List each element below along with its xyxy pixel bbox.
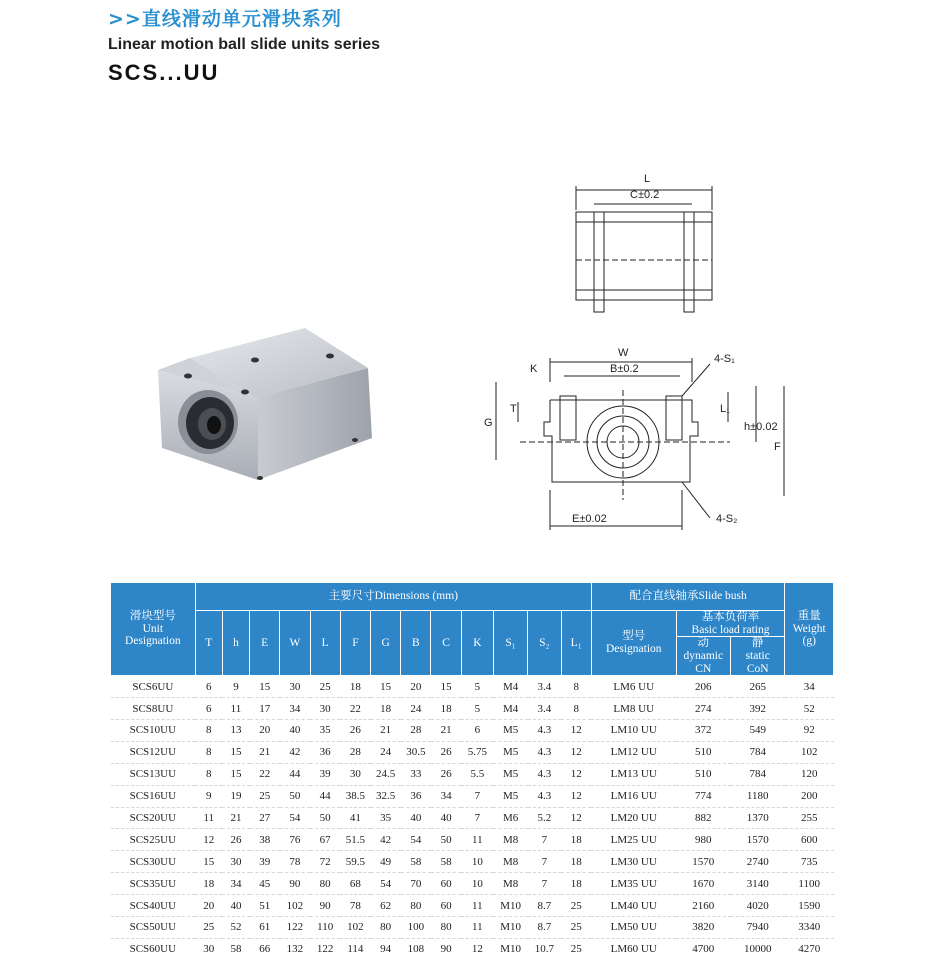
table-cell: 18 bbox=[371, 698, 401, 720]
product-photo bbox=[150, 320, 380, 490]
table-cell: 30 bbox=[203, 943, 215, 956]
table-cell: 58 bbox=[230, 943, 242, 956]
table-cell: 5 bbox=[461, 676, 493, 698]
table-cell: 372 bbox=[676, 719, 730, 741]
table-cell: 549 bbox=[731, 719, 785, 741]
header-L1: L₁ bbox=[561, 611, 591, 676]
table-cell: 54 bbox=[371, 873, 401, 895]
table-cell: 1370 bbox=[731, 807, 785, 829]
table-cell: 3340 bbox=[785, 917, 834, 939]
table-cell: 1590 bbox=[785, 895, 834, 917]
table-cell: 18 bbox=[431, 698, 461, 720]
dim-C: C±0.2 bbox=[630, 189, 660, 201]
table-cell: 7 bbox=[528, 851, 561, 873]
table-cell: 70 bbox=[401, 873, 431, 895]
table-cell: 62 bbox=[371, 895, 401, 917]
dim-W: W bbox=[618, 347, 629, 359]
table-cell: 34 bbox=[280, 698, 310, 720]
header-F: F bbox=[340, 611, 370, 676]
table-cell: 1100 bbox=[785, 873, 834, 895]
table-cell: 265 bbox=[731, 676, 785, 698]
table-cell: 122 bbox=[316, 943, 334, 956]
table-cell: 40 bbox=[401, 807, 431, 829]
table-cell: SCS30UU bbox=[111, 851, 196, 873]
table-row bbox=[111, 938, 834, 959]
table-cell: 100 bbox=[401, 917, 431, 939]
table-cell: 25 bbox=[250, 785, 280, 807]
table-cell: 8 bbox=[195, 719, 222, 741]
table-cell: 15 bbox=[250, 676, 280, 698]
table-cell: 1180 bbox=[731, 785, 785, 807]
technical-drawing bbox=[460, 160, 790, 540]
table-cell: 66 bbox=[259, 943, 271, 956]
table-cell: LM12 UU bbox=[591, 741, 676, 763]
table-cell: 510 bbox=[676, 763, 730, 785]
table-row bbox=[111, 873, 834, 895]
title-chinese: >>直线滑动单元滑块系列 bbox=[108, 8, 342, 30]
table-cell: 40 bbox=[280, 719, 310, 741]
dim-K: K bbox=[530, 363, 538, 375]
table-cell: LM13 UU bbox=[591, 763, 676, 785]
table-cell: 8 bbox=[561, 698, 591, 720]
table-cell: M5 bbox=[493, 719, 527, 741]
table-cell: 52 bbox=[222, 917, 249, 939]
table-cell: 15 bbox=[371, 676, 401, 698]
table-cell: 26 bbox=[431, 763, 461, 785]
table-cell: 4.3 bbox=[528, 763, 561, 785]
table-cell: 26 bbox=[340, 719, 370, 741]
table-cell: 24 bbox=[371, 741, 401, 763]
table-cell: 58 bbox=[401, 851, 431, 873]
table-cell: 8.7 bbox=[528, 917, 561, 939]
table-cell: 60 bbox=[431, 873, 461, 895]
table-cell: 7 bbox=[461, 807, 493, 829]
table-row bbox=[111, 763, 834, 785]
table-cell: 25 bbox=[310, 676, 340, 698]
header-C: C bbox=[431, 611, 461, 676]
table-cell: 35 bbox=[371, 807, 401, 829]
table-cell: 3.4 bbox=[528, 698, 561, 720]
table-cell: 19 bbox=[222, 785, 249, 807]
table-cell: 15 bbox=[431, 676, 461, 698]
header-E: E bbox=[250, 611, 280, 676]
table-cell: 132 bbox=[286, 943, 304, 956]
table-cell: 600 bbox=[785, 829, 834, 851]
table-cell: 12 bbox=[561, 763, 591, 785]
table-cell: 122 bbox=[280, 917, 310, 939]
table-cell: 18 bbox=[340, 676, 370, 698]
table-cell: 78 bbox=[280, 851, 310, 873]
table-cell: 44 bbox=[310, 785, 340, 807]
table-cell: 20 bbox=[195, 895, 222, 917]
table-cell: 11 bbox=[222, 698, 249, 720]
table-cell: 102 bbox=[280, 895, 310, 917]
header-S2: S₂ bbox=[528, 611, 561, 676]
table-cell: M4 bbox=[493, 676, 527, 698]
header-h: h bbox=[222, 611, 249, 676]
table-cell: 735 bbox=[785, 851, 834, 873]
table-cell: 41 bbox=[340, 807, 370, 829]
table-cell: 11 bbox=[461, 917, 493, 939]
table-cell: SCS25UU bbox=[111, 829, 196, 851]
table-cell: 274 bbox=[676, 698, 730, 720]
table-cell: 11 bbox=[461, 829, 493, 851]
table-cell: 21 bbox=[222, 807, 249, 829]
table-cell: 9 bbox=[222, 676, 249, 698]
table-cell: 24.5 bbox=[371, 763, 401, 785]
header-unit-designation: 滑块型号 Unit Designation bbox=[111, 583, 196, 676]
table-cell: 102 bbox=[785, 741, 834, 763]
table-cell: 4.3 bbox=[528, 741, 561, 763]
table-cell: SCS13UU bbox=[111, 763, 196, 785]
model-series: SCS...UU bbox=[108, 60, 220, 85]
table-cell: LM35 UU bbox=[591, 873, 676, 895]
table-cell: 392 bbox=[731, 698, 785, 720]
table-cell: 60 bbox=[431, 895, 461, 917]
table-cell: SCS16UU bbox=[111, 785, 196, 807]
table-cell: 882 bbox=[676, 807, 730, 829]
table-cell: 5.2 bbox=[528, 807, 561, 829]
table-cell: LM50 UU bbox=[591, 917, 676, 939]
table-row bbox=[111, 719, 834, 741]
table-cell: 10 bbox=[461, 873, 493, 895]
table-cell: 11 bbox=[195, 807, 222, 829]
table-cell: 17 bbox=[250, 698, 280, 720]
table-cell: 20 bbox=[250, 719, 280, 741]
table-cell: 4270 bbox=[798, 943, 821, 956]
table-cell: 774 bbox=[676, 785, 730, 807]
table-cell: 4.3 bbox=[528, 785, 561, 807]
table-cell: 80 bbox=[310, 873, 340, 895]
header-load-rating: 基本负荷率 Basic load rating bbox=[676, 611, 785, 637]
table-cell: 67 bbox=[310, 829, 340, 851]
table-cell: 3820 bbox=[676, 917, 730, 939]
table-cell: M6 bbox=[493, 807, 527, 829]
header-static: 静 static CoN bbox=[731, 637, 785, 676]
table-cell: 12 bbox=[561, 719, 591, 741]
header-dynamic: 动 dynamic CN bbox=[676, 637, 730, 676]
table-cell: 7 bbox=[528, 873, 561, 895]
table-cell: 102 bbox=[340, 917, 370, 939]
table-cell: 5.75 bbox=[461, 741, 493, 763]
table-row bbox=[111, 807, 834, 829]
table-cell: SCS12UU bbox=[111, 741, 196, 763]
table-cell: 12 bbox=[195, 829, 222, 851]
table-cell: 9 bbox=[195, 785, 222, 807]
table-cell: 18 bbox=[561, 873, 591, 895]
dim-F: F bbox=[774, 441, 781, 453]
table-cell: 5.5 bbox=[461, 763, 493, 785]
table-cell: LM30 UU bbox=[591, 851, 676, 873]
table-cell: 78 bbox=[340, 895, 370, 917]
table-cell: M5 bbox=[493, 741, 527, 763]
table-cell: 94 bbox=[380, 943, 392, 956]
table-cell: 15 bbox=[222, 741, 249, 763]
table-cell: 58 bbox=[431, 851, 461, 873]
table-row bbox=[111, 895, 834, 917]
dim-B: B±0.2 bbox=[610, 363, 639, 375]
table-cell: 30 bbox=[340, 763, 370, 785]
table-cell: SCS6UU bbox=[111, 676, 196, 698]
table-cell: LM20 UU bbox=[591, 807, 676, 829]
table-cell: 26 bbox=[431, 741, 461, 763]
header-G: G bbox=[371, 611, 401, 676]
table-cell: 21 bbox=[250, 741, 280, 763]
table-cell: 510 bbox=[676, 741, 730, 763]
table-cell: 4700 bbox=[692, 943, 715, 956]
table-cell: 90 bbox=[280, 873, 310, 895]
table-cell: 10.7 bbox=[534, 943, 554, 956]
dim-E: E±0.02 bbox=[572, 513, 607, 525]
table-cell: 13 bbox=[222, 719, 249, 741]
table-cell: 34 bbox=[785, 676, 834, 698]
table-cell: M10 bbox=[493, 917, 527, 939]
table-cell: SCS60UU bbox=[129, 943, 177, 956]
table-cell: 18 bbox=[561, 829, 591, 851]
table-cell: LM60 UU bbox=[610, 943, 657, 956]
table-cell: 51 bbox=[250, 895, 280, 917]
table-cell: SCS20UU bbox=[111, 807, 196, 829]
table-cell: SCS40UU bbox=[111, 895, 196, 917]
table-cell: 10000 bbox=[743, 943, 772, 956]
table-row bbox=[111, 676, 834, 698]
table-cell: M5 bbox=[493, 785, 527, 807]
header-B: B bbox=[401, 611, 431, 676]
table-cell: 12 bbox=[471, 943, 483, 956]
table-cell: 25 bbox=[561, 895, 591, 917]
header-slide-bush: 配合直线轴承Slide bush bbox=[591, 583, 785, 611]
table-cell: 33 bbox=[401, 763, 431, 785]
table-cell: 8.7 bbox=[528, 895, 561, 917]
table-cell: 27 bbox=[250, 807, 280, 829]
table-cell: 4020 bbox=[731, 895, 785, 917]
table-cell: LM40 UU bbox=[591, 895, 676, 917]
table-cell: 120 bbox=[785, 763, 834, 785]
table-cell: 92 bbox=[785, 719, 834, 741]
table-cell: 39 bbox=[310, 763, 340, 785]
table-cell: 22 bbox=[340, 698, 370, 720]
table-cell: M4 bbox=[493, 698, 527, 720]
table-cell: 255 bbox=[785, 807, 834, 829]
table-cell: 4.3 bbox=[528, 719, 561, 741]
table-cell: 38.5 bbox=[340, 785, 370, 807]
dim-G: G bbox=[484, 417, 493, 429]
table-cell: 42 bbox=[280, 741, 310, 763]
table-row bbox=[111, 829, 834, 851]
table-cell: SCS50UU bbox=[111, 917, 196, 939]
table-cell: M8 bbox=[493, 873, 527, 895]
dim-L1: L₁ bbox=[720, 403, 730, 415]
table-cell: LM10 UU bbox=[591, 719, 676, 741]
table-cell: 80 bbox=[371, 917, 401, 939]
table-cell: 36 bbox=[401, 785, 431, 807]
table-cell: 36 bbox=[310, 741, 340, 763]
table-cell: 20 bbox=[401, 676, 431, 698]
table-cell: 51.5 bbox=[340, 829, 370, 851]
dim-L: L bbox=[644, 173, 651, 185]
table-cell: 2740 bbox=[731, 851, 785, 873]
table-row bbox=[111, 741, 834, 763]
table-cell: 30 bbox=[310, 698, 340, 720]
table-cell: 18 bbox=[195, 873, 222, 895]
table-cell: 980 bbox=[676, 829, 730, 851]
table-cell: 6 bbox=[195, 698, 222, 720]
table-cell: M10 bbox=[493, 895, 527, 917]
table-cell: 6 bbox=[461, 719, 493, 741]
dim-S1: 4-S₁ bbox=[714, 353, 735, 365]
table-cell: 3.4 bbox=[528, 676, 561, 698]
header-K: K bbox=[461, 611, 493, 676]
dim-T: T bbox=[510, 403, 517, 415]
table-cell: 108 bbox=[407, 943, 425, 956]
table-cell: M10 bbox=[500, 943, 521, 956]
header-L: L bbox=[310, 611, 340, 676]
table-cell: 25 bbox=[570, 943, 582, 956]
table-cell: 784 bbox=[731, 763, 785, 785]
table-cell: 24 bbox=[401, 698, 431, 720]
table-cell: 110 bbox=[310, 917, 340, 939]
table-cell: 52 bbox=[785, 698, 834, 720]
table-cell: 80 bbox=[431, 917, 461, 939]
table-cell: 54 bbox=[280, 807, 310, 829]
table-cell: 5 bbox=[461, 698, 493, 720]
table-cell: 50 bbox=[431, 829, 461, 851]
specification-table bbox=[110, 582, 834, 960]
table-cell: 3140 bbox=[731, 873, 785, 895]
table-cell: 80 bbox=[401, 895, 431, 917]
table-cell: SCS8UU bbox=[111, 698, 196, 720]
table-cell: 28 bbox=[401, 719, 431, 741]
header-dimensions: 主要尺寸Dimensions (mm) bbox=[195, 583, 591, 611]
table-row bbox=[111, 851, 834, 873]
header-S1: S₁ bbox=[493, 611, 527, 676]
table-cell: 6 bbox=[195, 676, 222, 698]
table-cell: 50 bbox=[310, 807, 340, 829]
table-cell: SCS35UU bbox=[111, 873, 196, 895]
table-cell: 784 bbox=[731, 741, 785, 763]
table-cell: 25 bbox=[561, 917, 591, 939]
table-cell: 28 bbox=[340, 741, 370, 763]
title-english: Linear motion ball slide units series bbox=[108, 36, 381, 53]
table-cell: 50 bbox=[280, 785, 310, 807]
table-cell: SCS10UU bbox=[111, 719, 196, 741]
table-cell: LM8 UU bbox=[591, 698, 676, 720]
table-cell: LM6 UU bbox=[591, 676, 676, 698]
table-cell: M5 bbox=[493, 763, 527, 785]
table-cell: LM25 UU bbox=[591, 829, 676, 851]
table-cell: 49 bbox=[371, 851, 401, 873]
table-cell: 7 bbox=[528, 829, 561, 851]
table-cell: 8 bbox=[561, 676, 591, 698]
table-cell: 114 bbox=[347, 943, 364, 956]
table-cell: 45 bbox=[250, 873, 280, 895]
table-row bbox=[111, 785, 834, 807]
table-cell: 44 bbox=[280, 763, 310, 785]
table-cell: 30.5 bbox=[401, 741, 431, 763]
table-cell: 30 bbox=[280, 676, 310, 698]
table-row bbox=[111, 698, 834, 720]
table-cell: 72 bbox=[310, 851, 340, 873]
table-cell: 21 bbox=[431, 719, 461, 741]
table-cell: 2160 bbox=[676, 895, 730, 917]
table-cell: 22 bbox=[250, 763, 280, 785]
header-T: T bbox=[195, 611, 222, 676]
table-row bbox=[111, 917, 834, 939]
table-cell: 39 bbox=[250, 851, 280, 873]
table-cell: 18 bbox=[561, 851, 591, 873]
table-cell: 90 bbox=[440, 943, 452, 956]
table-cell: 1570 bbox=[731, 829, 785, 851]
table-cell: 59.5 bbox=[340, 851, 370, 873]
table-cell: 206 bbox=[676, 676, 730, 698]
table-cell: 26 bbox=[222, 829, 249, 851]
table-cell: 12 bbox=[561, 741, 591, 763]
dim-S2: 4-S₂ bbox=[716, 513, 738, 525]
header-weight: 重量 Weight (g) bbox=[785, 583, 834, 676]
table-cell: 1670 bbox=[676, 873, 730, 895]
table-cell: 42 bbox=[371, 829, 401, 851]
table-cell: 15 bbox=[222, 763, 249, 785]
table-cell: 1570 bbox=[676, 851, 730, 873]
table-cell: 7940 bbox=[731, 917, 785, 939]
table-cell: 8 bbox=[195, 763, 222, 785]
table-cell: 10 bbox=[461, 851, 493, 873]
table-cell: 7 bbox=[461, 785, 493, 807]
table-cell: 35 bbox=[310, 719, 340, 741]
table-cell: 38 bbox=[250, 829, 280, 851]
table-cell: 21 bbox=[371, 719, 401, 741]
table-cell: 61 bbox=[250, 917, 280, 939]
table-cell: 11 bbox=[461, 895, 493, 917]
table-cell: 12 bbox=[561, 807, 591, 829]
table-cell: 90 bbox=[310, 895, 340, 917]
table-cell: 200 bbox=[785, 785, 834, 807]
table-cell: M8 bbox=[493, 829, 527, 851]
table-cell: 34 bbox=[222, 873, 249, 895]
table-cell: LM16 UU bbox=[591, 785, 676, 807]
header-bush-designation: 型号 Designation bbox=[591, 611, 676, 676]
table-cell: 54 bbox=[401, 829, 431, 851]
dim-h: h±0.02 bbox=[744, 421, 778, 433]
table-cell: 30 bbox=[222, 851, 249, 873]
table-cell: 34 bbox=[431, 785, 461, 807]
table-cell: M8 bbox=[493, 851, 527, 873]
table-cell: 40 bbox=[431, 807, 461, 829]
table-cell: 76 bbox=[280, 829, 310, 851]
table-cell: 12 bbox=[561, 785, 591, 807]
header-W: W bbox=[280, 611, 310, 676]
table-cell: 32.5 bbox=[371, 785, 401, 807]
table-cell: 8 bbox=[195, 741, 222, 763]
table-cell: 15 bbox=[195, 851, 222, 873]
table-cell: 68 bbox=[340, 873, 370, 895]
table-cell: 25 bbox=[195, 917, 222, 939]
table-cell: 40 bbox=[222, 895, 249, 917]
